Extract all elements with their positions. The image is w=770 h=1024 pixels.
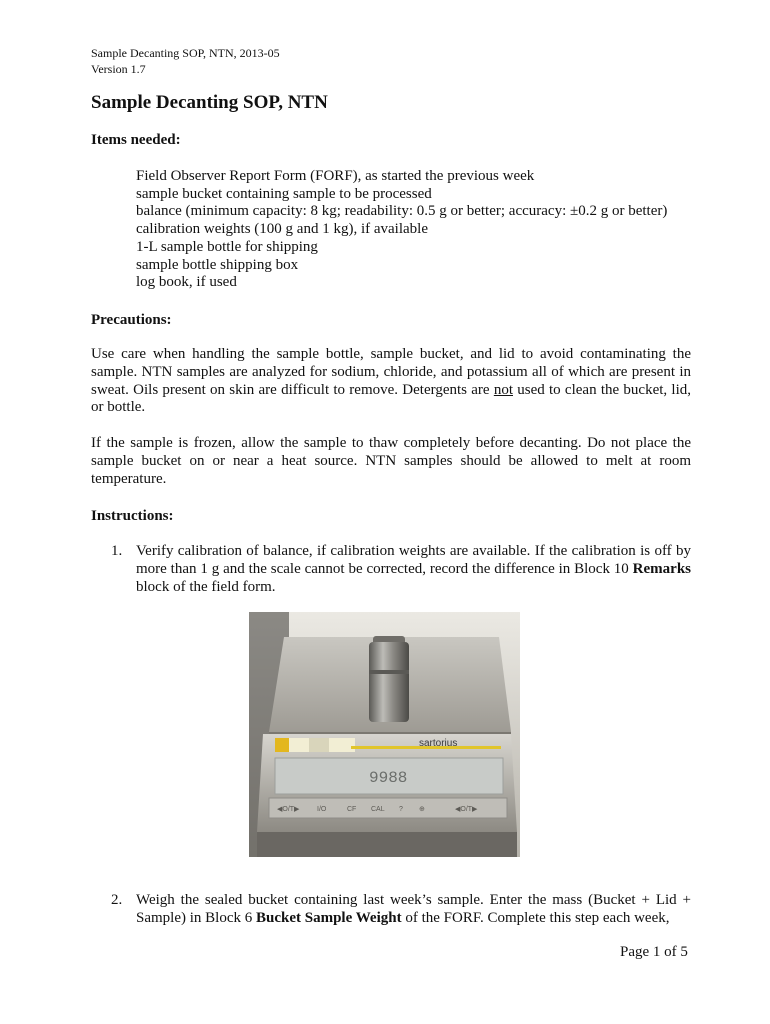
header-line-2: Version 1.7 <box>91 62 146 76</box>
display-readout: 9988 <box>369 769 408 787</box>
step2-text-b: of the FORF. Complete this step each week, <box>401 910 670 926</box>
key-left-label: ◀O/T▶ <box>277 806 300 813</box>
instruction-step-1 <box>111 542 691 596</box>
precautions-paragraph-1 <box>91 346 691 417</box>
key-help-label: ? <box>399 806 403 813</box>
precautions-underlined-not: not <box>493 381 513 398</box>
instructions-heading: Instructions: <box>91 508 174 524</box>
precautions-paragraph-2 <box>91 435 691 488</box>
list-item: Field Observer Report Form (FORF), as started the previous week <box>136 168 535 184</box>
step1-text-b: block of the field form. <box>136 579 276 595</box>
running-header <box>91 45 280 77</box>
step2-text-a: Weigh the sealed bucket containing last week’s sample. Enter the mass (Bucket + Lid + Sample) in Block 6 <box>136 892 691 926</box>
key-cal-label: CAL <box>371 806 385 813</box>
list-item: 1-L sample bottle for shipping <box>136 238 318 255</box>
key-right-label: ◀O/T▶ <box>455 806 478 813</box>
items-needed-list <box>136 168 667 292</box>
key-io-label: I/O <box>317 806 327 813</box>
key-cf-label: CF <box>347 806 357 813</box>
precautions-text-b: used to clean the bucket, lid, or bottle. <box>91 381 691 416</box>
key-print-label: ⊕ <box>419 806 425 813</box>
balance-illustration <box>249 612 520 857</box>
page-number: Page 1 of 5 <box>620 944 688 960</box>
step1-text-a: Verify calibration of balance, if calibration weights are available. If the calibration is off by more than 1 g and the scale cannot be corrected, record the difference in Block 10 <box>136 543 691 577</box>
precautions-text-a: Use care when handling the sample bottle, sample bucket, and lid to avoid contaminating the sample. NTN samples are analyzed for sodium, chloride, and potassium all of which are present in sweat. Oils present on skin are difficult to remove. Detergents are <box>91 346 691 398</box>
list-item: sample bottle shipping box <box>136 256 299 273</box>
precautions-text-2: If the sample is frozen, allow the sample to thaw completely before decanting. Do not place the sample bucket on or near a heat source. NTN samples should be allowed to melt at room temperature. <box>91 435 691 487</box>
balance-photo <box>249 612 520 857</box>
items-needed-heading: Items needed: <box>91 132 181 148</box>
step2-bold-weight: Bucket Sample Weight <box>256 910 402 926</box>
list-item: calibration weights (100 g and 1 kg), if available <box>136 221 428 238</box>
step-number: 2. <box>111 892 123 908</box>
list-item: balance (minimum capacity: 8 kg; readability: 0.5 g or better; accuracy: ±0.2 g or better) <box>136 203 668 220</box>
instruction-step-2 <box>111 891 691 927</box>
list-item: log book, if used <box>136 274 237 291</box>
precautions-heading: Precautions: <box>91 312 172 328</box>
header-line-1: Sample Decanting SOP, NTN, 2013-05 <box>91 46 280 60</box>
brand-label: sartorius <box>419 738 458 749</box>
list-item: sample bucket containing sample to be processed <box>136 185 432 202</box>
step-number: 1. <box>111 543 123 559</box>
document-title: Sample Decanting SOP, NTN <box>91 92 328 113</box>
step1-bold-remarks: Remarks <box>632 561 691 577</box>
